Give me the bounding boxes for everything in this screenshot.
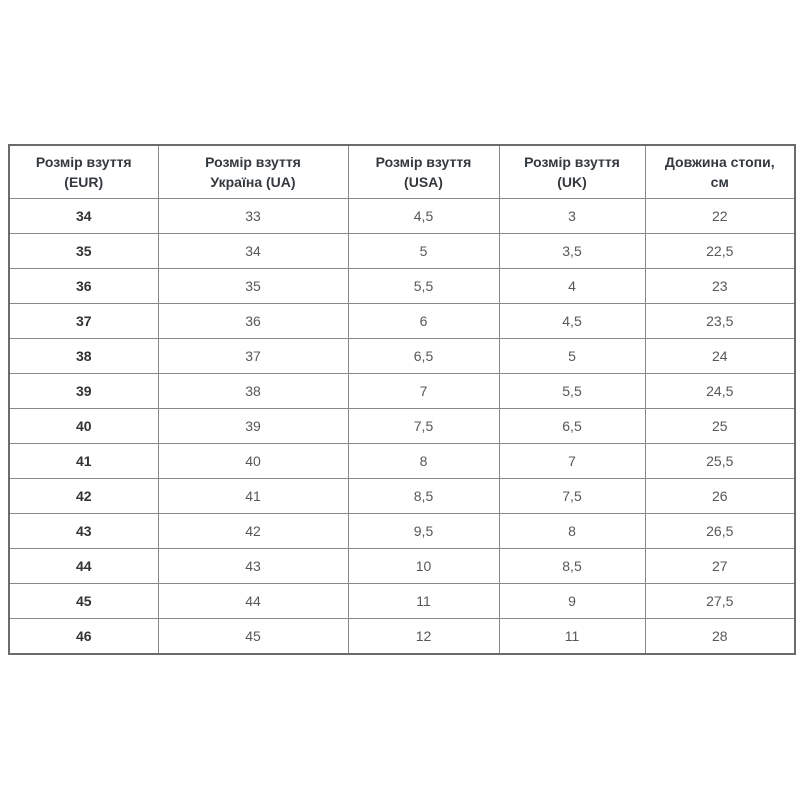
cell-eur: 44 <box>9 549 158 584</box>
cell-ua: 34 <box>158 234 348 269</box>
cell-eur: 43 <box>9 514 158 549</box>
cell-usa: 7,5 <box>348 409 499 444</box>
cell-usa: 5,5 <box>348 269 499 304</box>
column-header-usa-line1: Розмір взуття <box>375 154 472 170</box>
cell-uk: 4,5 <box>499 304 645 339</box>
cell-usa: 10 <box>348 549 499 584</box>
table-row <box>9 339 795 374</box>
cell-ua: 37 <box>158 339 348 374</box>
cell-foot-length: 28 <box>645 619 795 655</box>
cell-ua: 35 <box>158 269 348 304</box>
column-header-eur-line1: Розмір взуття <box>35 154 132 170</box>
table-row <box>9 584 795 619</box>
cell-eur: 45 <box>9 584 158 619</box>
cell-eur: 37 <box>9 304 158 339</box>
column-header-ua <box>158 145 348 199</box>
column-header-eur-line2: (EUR) <box>64 174 104 190</box>
table-header-row <box>9 145 795 199</box>
cell-uk: 5,5 <box>499 374 645 409</box>
cell-usa: 8 <box>348 444 499 479</box>
cell-usa: 6,5 <box>348 339 499 374</box>
cell-foot-length: 22,5 <box>645 234 795 269</box>
cell-eur: 36 <box>9 269 158 304</box>
cell-usa: 6 <box>348 304 499 339</box>
table-row <box>9 374 795 409</box>
cell-usa: 12 <box>348 619 499 655</box>
cell-usa: 4,5 <box>348 199 499 234</box>
table-row <box>9 269 795 304</box>
cell-ua: 44 <box>158 584 348 619</box>
cell-foot-length: 23 <box>645 269 795 304</box>
cell-uk: 6,5 <box>499 409 645 444</box>
cell-usa: 8,5 <box>348 479 499 514</box>
cell-ua: 43 <box>158 549 348 584</box>
column-header-uk-line2: (UK) <box>557 174 587 190</box>
column-header-ua-line2: Україна (UA) <box>210 174 296 190</box>
cell-eur: 39 <box>9 374 158 409</box>
cell-eur: 38 <box>9 339 158 374</box>
size-chart-table <box>8 144 796 655</box>
cell-foot-length: 23,5 <box>645 304 795 339</box>
cell-eur: 46 <box>9 619 158 655</box>
cell-eur: 40 <box>9 409 158 444</box>
cell-usa: 9,5 <box>348 514 499 549</box>
table-row <box>9 234 795 269</box>
cell-uk: 7,5 <box>499 479 645 514</box>
cell-ua: 33 <box>158 199 348 234</box>
table-row <box>9 444 795 479</box>
cell-eur: 35 <box>9 234 158 269</box>
cell-usa: 11 <box>348 584 499 619</box>
cell-foot-length: 26,5 <box>645 514 795 549</box>
column-header-uk-line1: Розмір взуття <box>524 154 620 170</box>
table-row <box>9 514 795 549</box>
column-header-usa-line2: (USA) <box>404 174 443 190</box>
cell-uk: 4 <box>499 269 645 304</box>
table-row <box>9 619 795 655</box>
column-header-foot-length-line1: Довжина стопи, <box>664 154 775 170</box>
cell-foot-length: 24 <box>645 339 795 374</box>
cell-ua: 38 <box>158 374 348 409</box>
cell-foot-length: 25,5 <box>645 444 795 479</box>
cell-eur: 41 <box>9 444 158 479</box>
cell-foot-length: 26 <box>645 479 795 514</box>
cell-ua: 36 <box>158 304 348 339</box>
cell-foot-length: 24,5 <box>645 374 795 409</box>
cell-uk: 8 <box>499 514 645 549</box>
cell-foot-length: 27 <box>645 549 795 584</box>
column-header-uk <box>499 145 645 199</box>
cell-uk: 11 <box>499 619 645 655</box>
cell-ua: 42 <box>158 514 348 549</box>
cell-ua: 39 <box>158 409 348 444</box>
cell-usa: 7 <box>348 374 499 409</box>
cell-eur: 34 <box>9 199 158 234</box>
cell-uk: 9 <box>499 584 645 619</box>
cell-uk: 3 <box>499 199 645 234</box>
column-header-usa <box>348 145 499 199</box>
cell-ua: 41 <box>158 479 348 514</box>
cell-foot-length: 27,5 <box>645 584 795 619</box>
cell-uk: 5 <box>499 339 645 374</box>
column-header-foot-length-line2: см <box>710 174 729 190</box>
column-header-ua-line1: Розмір взуття <box>205 154 301 170</box>
cell-uk: 7 <box>499 444 645 479</box>
table-row <box>9 479 795 514</box>
table-row <box>9 549 795 584</box>
cell-ua: 40 <box>158 444 348 479</box>
cell-foot-length: 22 <box>645 199 795 234</box>
cell-foot-length: 25 <box>645 409 795 444</box>
column-header-eur <box>9 145 158 199</box>
cell-ua: 45 <box>158 619 348 655</box>
cell-eur: 42 <box>9 479 158 514</box>
cell-uk: 8,5 <box>499 549 645 584</box>
table-row <box>9 409 795 444</box>
column-header-foot-length <box>645 145 795 199</box>
table-row <box>9 304 795 339</box>
cell-usa: 5 <box>348 234 499 269</box>
cell-uk: 3,5 <box>499 234 645 269</box>
table-row <box>9 199 795 234</box>
